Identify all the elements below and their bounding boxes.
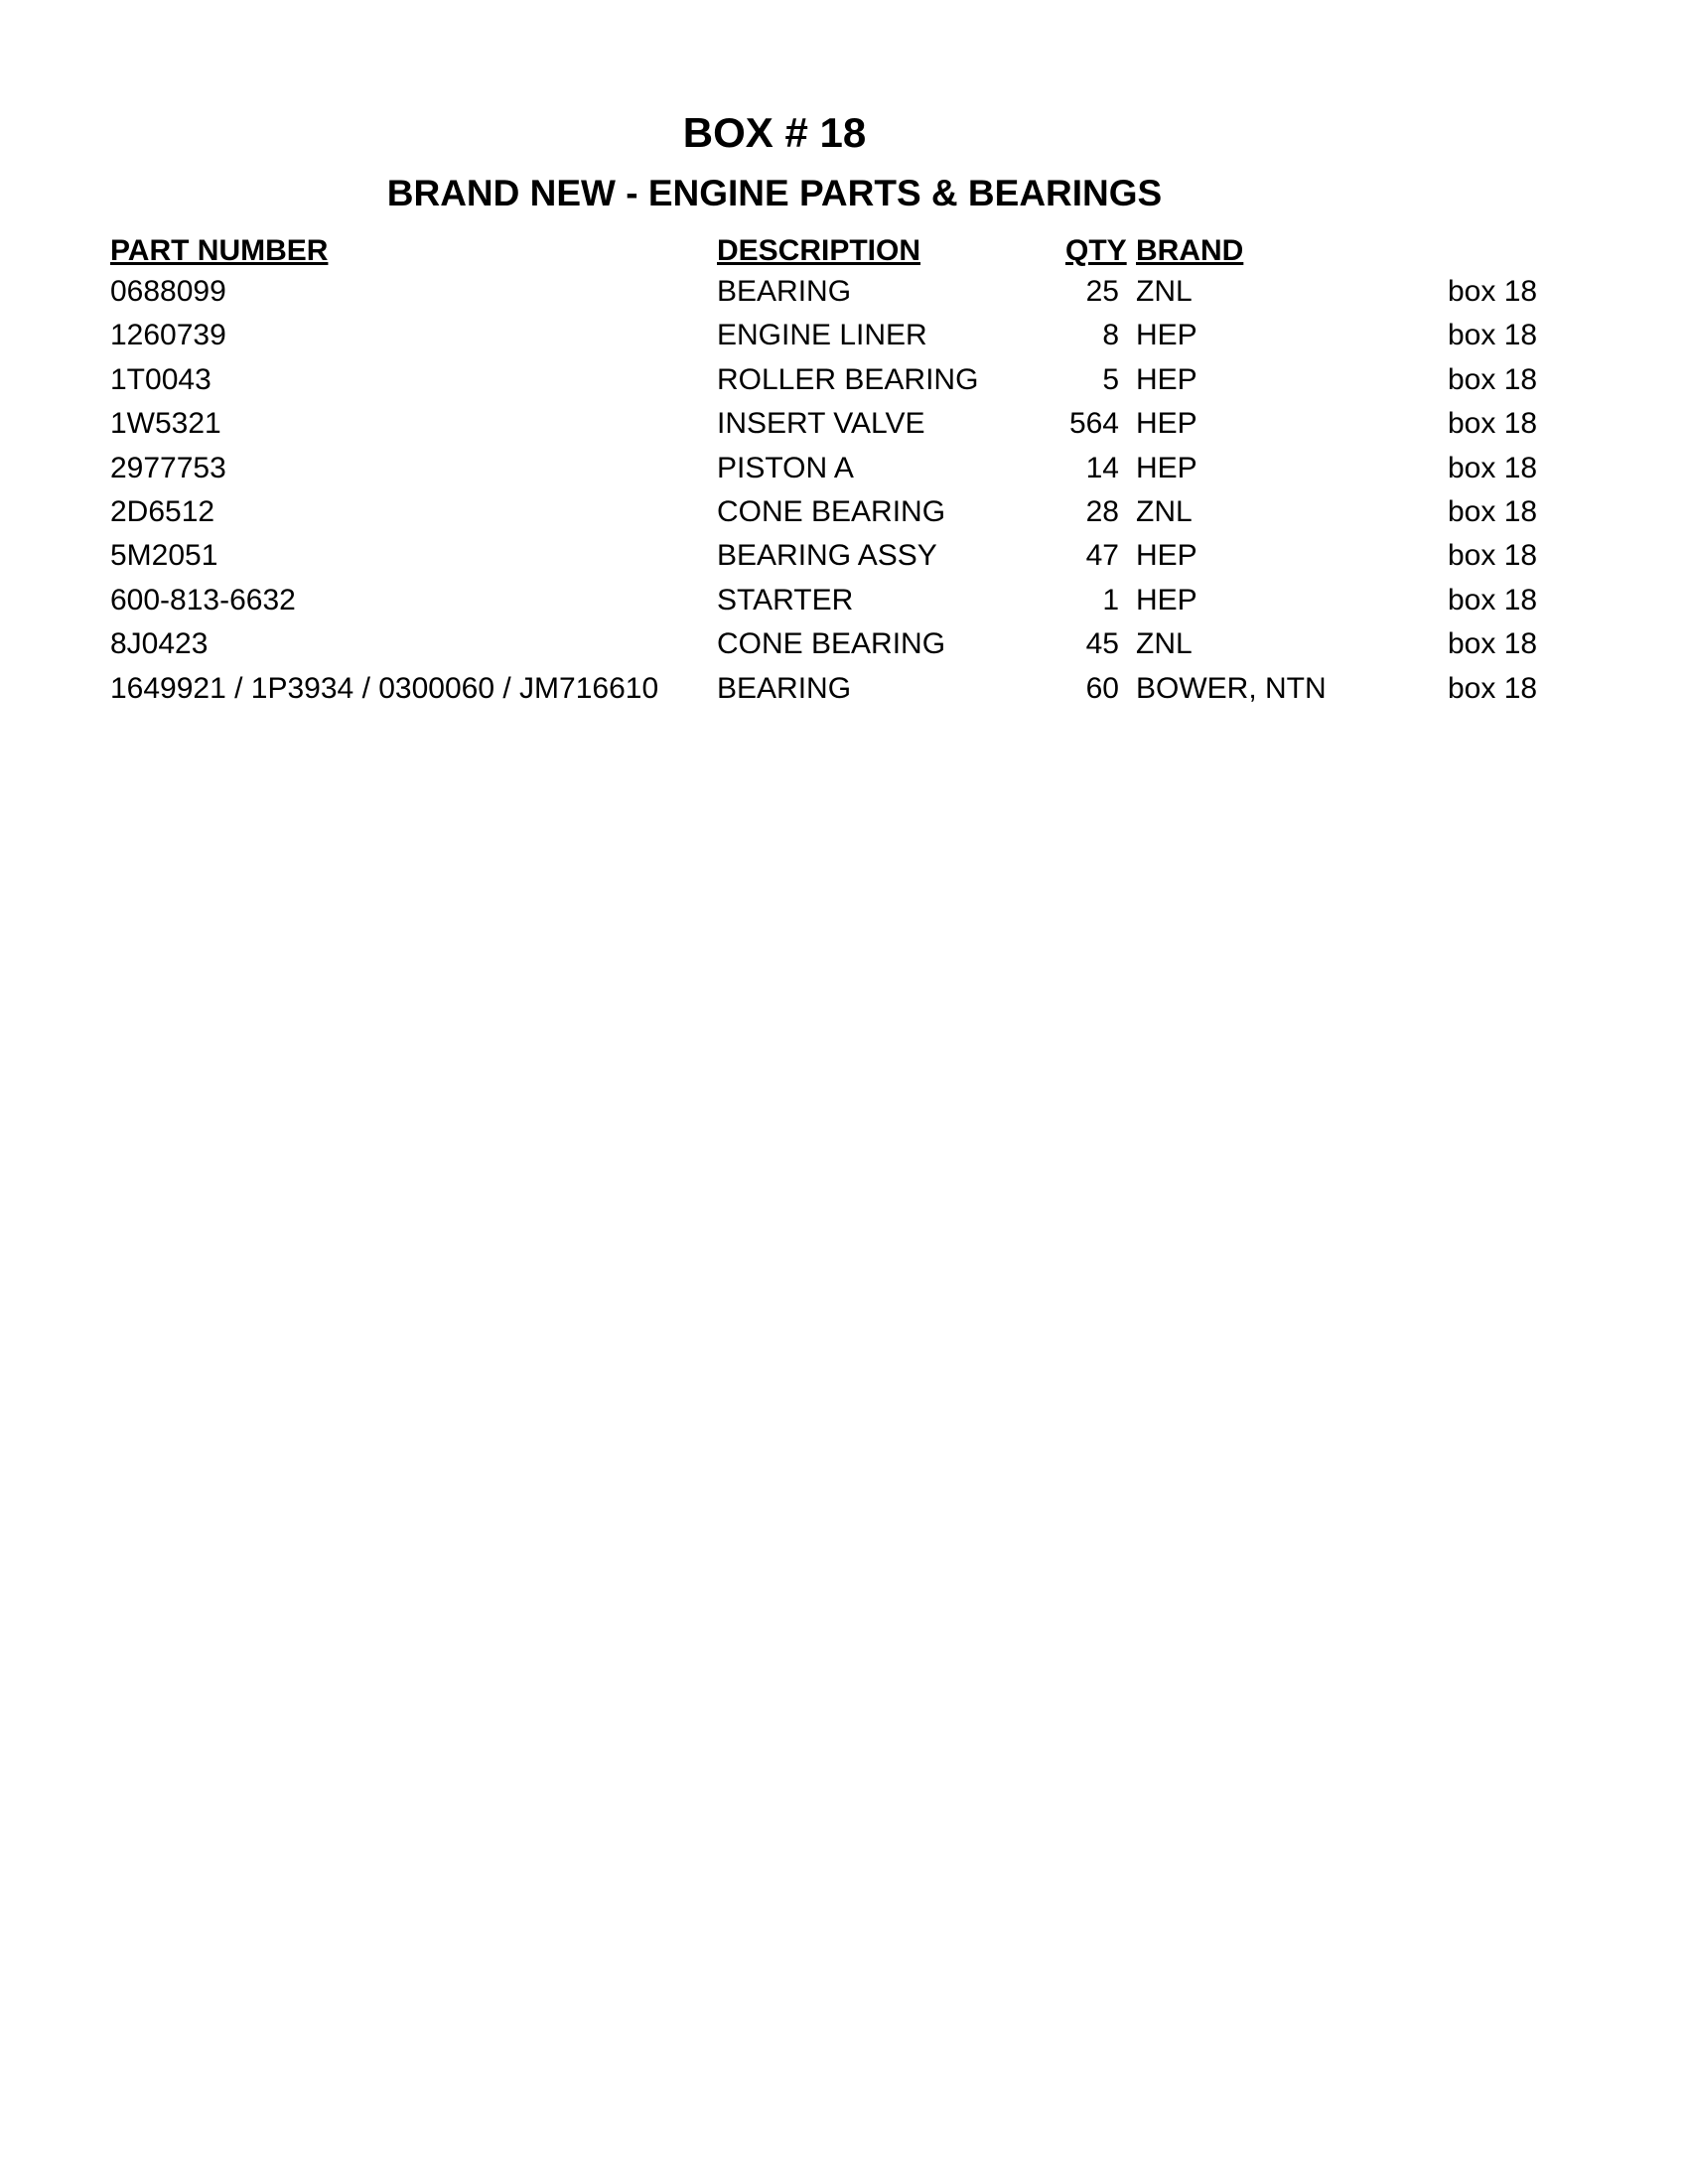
cell-box: box 18 bbox=[1448, 275, 1538, 308]
table-row bbox=[0, 452, 1688, 495]
cell-part-number: 5M2051 bbox=[110, 539, 218, 573]
cell-description: CONE BEARING bbox=[717, 627, 946, 661]
cell-description: ROLLER BEARING bbox=[717, 362, 979, 396]
cell-qty: 1 bbox=[1102, 583, 1119, 616]
cell-part-number: 8J0423 bbox=[110, 627, 209, 661]
cell-brand: HEP bbox=[1136, 362, 1197, 396]
cell-brand: BOWER, NTN bbox=[1136, 671, 1327, 705]
header-brand: BRAND bbox=[1136, 234, 1244, 267]
header-description: DESCRIPTION bbox=[717, 234, 921, 267]
cell-qty: 8 bbox=[1102, 319, 1119, 352]
table-row bbox=[0, 407, 1688, 451]
table-row bbox=[0, 319, 1688, 362]
cell-part-number: 1260739 bbox=[110, 319, 226, 352]
document-subtitle: BRAND NEW - ENGINE PARTS & BEARINGS bbox=[386, 173, 1163, 213]
cell-description: INSERT VALVE bbox=[717, 407, 925, 441]
cell-description: STARTER bbox=[717, 583, 854, 616]
table-row bbox=[0, 539, 1688, 583]
table-row bbox=[0, 627, 1688, 671]
cell-box: box 18 bbox=[1448, 671, 1538, 705]
cell-brand: HEP bbox=[1136, 407, 1197, 441]
cell-box: box 18 bbox=[1448, 539, 1538, 573]
table-row bbox=[0, 672, 1688, 716]
cell-qty: 5 bbox=[1102, 362, 1119, 396]
cell-part-number: 0688099 bbox=[110, 275, 226, 308]
cell-box: box 18 bbox=[1448, 451, 1538, 484]
cell-part-number: 1T0043 bbox=[110, 362, 211, 396]
header-part-number: PART NUMBER bbox=[110, 234, 329, 267]
cell-box: box 18 bbox=[1448, 583, 1538, 616]
cell-brand: ZNL bbox=[1136, 275, 1193, 308]
cell-qty: 25 bbox=[1085, 275, 1119, 308]
cell-part-number: 1W5321 bbox=[110, 407, 221, 441]
cell-qty: 45 bbox=[1085, 627, 1119, 661]
cell-box: box 18 bbox=[1448, 319, 1538, 352]
document-title: BOX # 18 bbox=[682, 109, 867, 156]
cell-description: ENGINE LINER bbox=[717, 319, 927, 352]
cell-brand: HEP bbox=[1136, 539, 1197, 573]
cell-qty: 60 bbox=[1085, 671, 1119, 705]
cell-brand: HEP bbox=[1136, 319, 1197, 352]
cell-brand: ZNL bbox=[1136, 494, 1193, 528]
cell-box: box 18 bbox=[1448, 494, 1538, 528]
cell-box: box 18 bbox=[1448, 627, 1538, 661]
table-row bbox=[0, 495, 1688, 539]
header-qty: QTY bbox=[1065, 234, 1127, 267]
cell-description: BEARING bbox=[717, 275, 852, 308]
cell-part-number: 2977753 bbox=[110, 451, 226, 484]
parts-table-body bbox=[0, 275, 1688, 716]
table-row bbox=[0, 363, 1688, 407]
cell-description: CONE BEARING bbox=[717, 494, 946, 528]
cell-qty: 47 bbox=[1085, 539, 1119, 573]
table-row bbox=[0, 584, 1688, 627]
cell-box: box 18 bbox=[1448, 407, 1538, 441]
cell-box: box 18 bbox=[1448, 362, 1538, 396]
cell-description: BEARING bbox=[717, 671, 852, 705]
cell-qty: 564 bbox=[1068, 407, 1119, 441]
cell-part-number: 1649921 / 1P3934 / 0300060 / JM716610 bbox=[110, 671, 659, 705]
cell-brand: HEP bbox=[1136, 451, 1197, 484]
cell-description: PISTON A bbox=[717, 451, 854, 484]
cell-part-number: 2D6512 bbox=[110, 494, 215, 528]
cell-qty: 14 bbox=[1085, 451, 1119, 484]
table-row bbox=[0, 275, 1688, 319]
cell-brand: HEP bbox=[1136, 583, 1197, 616]
cell-brand: ZNL bbox=[1136, 627, 1193, 661]
cell-description: BEARING ASSY bbox=[717, 539, 937, 573]
cell-qty: 28 bbox=[1085, 494, 1119, 528]
cell-part-number: 600-813-6632 bbox=[110, 583, 296, 616]
